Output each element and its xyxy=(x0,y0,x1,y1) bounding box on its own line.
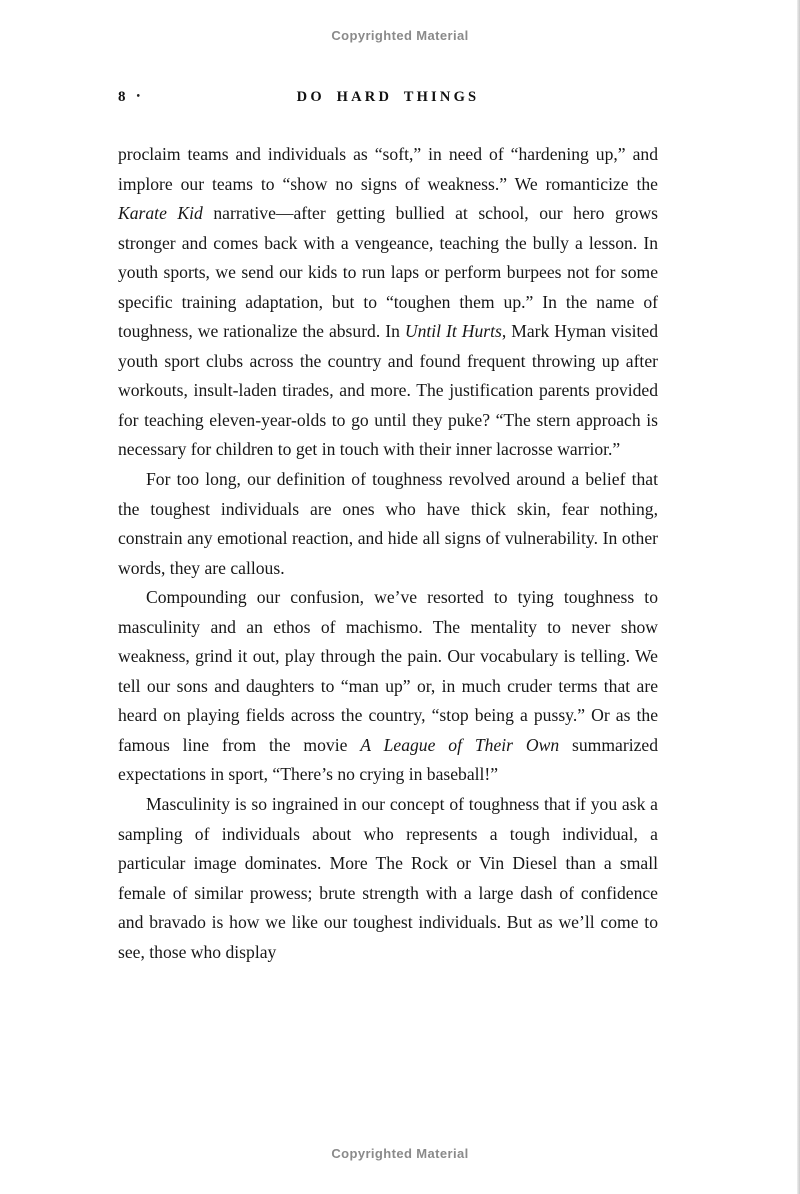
book-title-italic: A League of Their Own xyxy=(360,734,560,755)
paragraph xyxy=(118,790,658,967)
book-title-italic: Until It Hurts xyxy=(404,321,502,342)
text-segment: narrative—after getting bullied at school, our hero grows stronger and comes back with a vengeance, teaching the bully a lesson. In youth sports, we send our kids to run laps or perform burpees not for some specific training adaptation, but to “toughen them up.” In the name of toughness, we rationalize the absurd. In xyxy=(118,203,658,342)
page-number xyxy=(118,89,140,106)
text-segment: , Mark Hyman visited youth sport clubs across the country and found frequent throwing up after workouts, insult-laden tirades, and more. The justification parents provided for teaching eleven-year-olds to go until they puke? “The stern approach is necessary for children to get in touch with their inner lacrosse warrior.” xyxy=(118,321,659,460)
copyright-notice-bottom: Copyrighted Material xyxy=(331,1146,469,1161)
copyright-notice-top: Copyrighted Material xyxy=(331,28,469,43)
running-header xyxy=(118,89,658,109)
running-head-title: DO HARD THINGS xyxy=(296,89,480,105)
paragraph xyxy=(118,583,658,790)
paragraph xyxy=(118,140,658,465)
text-segment: summarized expectations in sport, “There’s no crying in baseball!” xyxy=(118,734,658,785)
paragraph xyxy=(118,465,658,583)
page-number-value: 8 xyxy=(118,89,126,105)
separator-dot: • xyxy=(136,91,141,102)
text-segment: Compounding our confusion, we’ve resorted to tying toughness to masculinity and an ethos of machismo. The mentality to never show weakness, grind it out, play through the pain. Our vocabulary is telling. We tell our sons and daughters to “man up” or, in much cruder terms that are heard on playing fields across the country, “stop being a pussy.” Or as the famous line from the movie xyxy=(118,587,658,755)
body-text xyxy=(118,140,658,967)
text-segment: Masculinity is so ingrained in our concept of toughness that if you ask a sampling of individuals about who represents a tough individual, a particular image dominates. More The Rock or Vin Diesel than a small female of similar prowess; brute strength with a large dash of confidence and bravado is how we like our toughest individuals. But as we’ll come to see, those who display xyxy=(118,794,658,962)
text-segment: For too long, our definition of toughness revolved around a belief that the toughest individuals are ones who have thick skin, fear nothing, constrain any emotional reaction, and hide all signs of vulnerability. In other words, they are callous. xyxy=(118,469,658,578)
text-segment: proclaim teams and individuals as “soft,” in need of “hardening up,” and implore our teams to “show no signs of weakness.” We romanticize the xyxy=(118,144,658,194)
book-title-italic: Karate Kid xyxy=(118,203,203,224)
